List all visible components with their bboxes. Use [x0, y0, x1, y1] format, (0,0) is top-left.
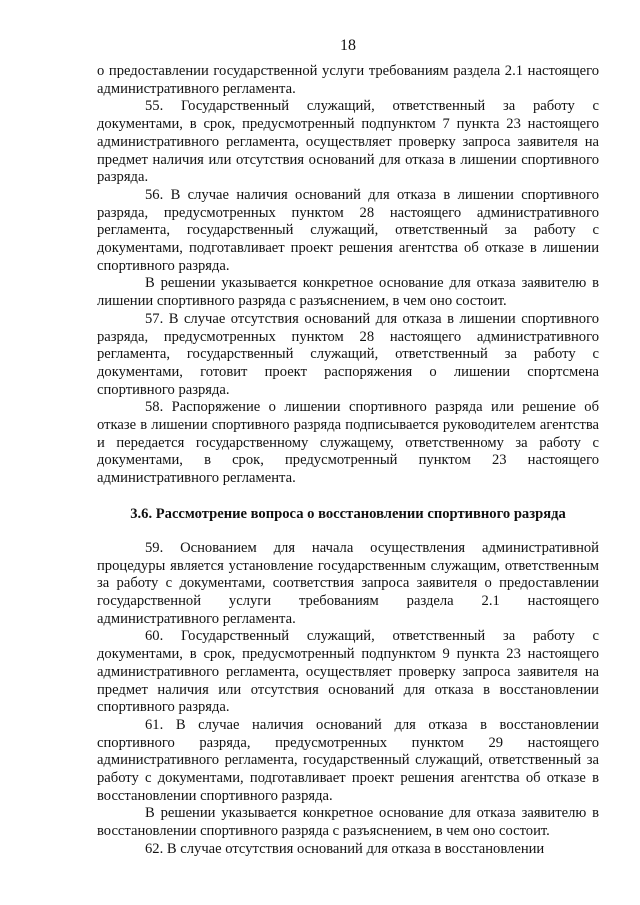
paragraph-56: 56. В случае наличия оснований для отказа в лишении спортивного разряда, предусмотренных пунктом 28 настоящего административного регламента, государственный служащий, ответственный за работу с документами, подготавливает проект решения агентства об отказе в лишении спортивного разряда.: [97, 186, 599, 274]
paragraph-60: 60. Государственный служащий, ответственный за работу с документами, в срок, предусмотренный подпунктом 9 пункта 23 настоящего административного регламента, осуществляет проверку запроса заявителя на предмет наличия или отсутствия оснований для отказа в восстановлении спортивного разряда.: [97, 628, 599, 716]
paragraph-62: 62. В случае отсутствия оснований для отказа в восстановлении: [145, 840, 545, 857]
paragraph-55: 55. Государственный служащий, ответственный за работу с документами, в срок, предусмотренный подпунктом 7 пункта 23 настоящего административного регламента, осуществляет проверку запроса заявителя на предмет наличия или отсутствия оснований для отказа в лишении спортивного разряда.: [97, 98, 599, 186]
paragraph-57: 57. В случае отсутствия оснований для отказа в лишении спортивного разряда, предусмотренных пунктом 28 настоящего административного регламента, государственный служащий, ответственный за работу с документами, готовит проект распоряжения о лишении спортсмена спортивного разряда.: [97, 310, 599, 398]
paragraph-61-decision: В решении указывается конкретное основание для отказа заявителю в восстановлении спортивного разряда с разъяснением, в чем оно состоит.: [97, 805, 599, 840]
page-number: 18: [340, 37, 356, 54]
paragraph-59: 59. Основанием для начала осуществления административной процедуры является установление государственным служащим, ответственным за работу с документами, соответствия запроса заявителя о предоставлении государственной услуги требованиям раздела 2.1 настоящего административного регламента.: [97, 539, 599, 627]
paragraph-continuation: о предоставлении государственной услуги требованиям раздела 2.1 настоящего административного регламента.: [97, 63, 599, 97]
section-heading-3-6: 3.6. Рассмотрение вопроса о восстановлении спортивного разряда: [130, 505, 566, 522]
document-page: [97, 36, 599, 859]
paragraph-61: 61. В случае наличия оснований для отказа в восстановлении спортивного разряда, предусмотренных пунктом 29 настоящего административного регламента, государственный служащий, ответственный за работу с документами, подготавливает проект решения агентства об отказе в восстановлении спортивного разряда.: [97, 716, 599, 804]
paragraph-58: 58. Распоряжение о лишении спортивного разряда или решение об отказе в лишении спортивного разряда подписывается руководителем агентства и передается государственному служащему, ответственному за работу с документами, в срок, предусмотренный пунктом 23 настоящего административного регламента.: [97, 399, 599, 487]
paragraph-56-decision: В решении указывается конкретное основание для отказа заявителю в лишении спортивного разряда с разъяснением, в чем оно состоит.: [97, 275, 599, 310]
